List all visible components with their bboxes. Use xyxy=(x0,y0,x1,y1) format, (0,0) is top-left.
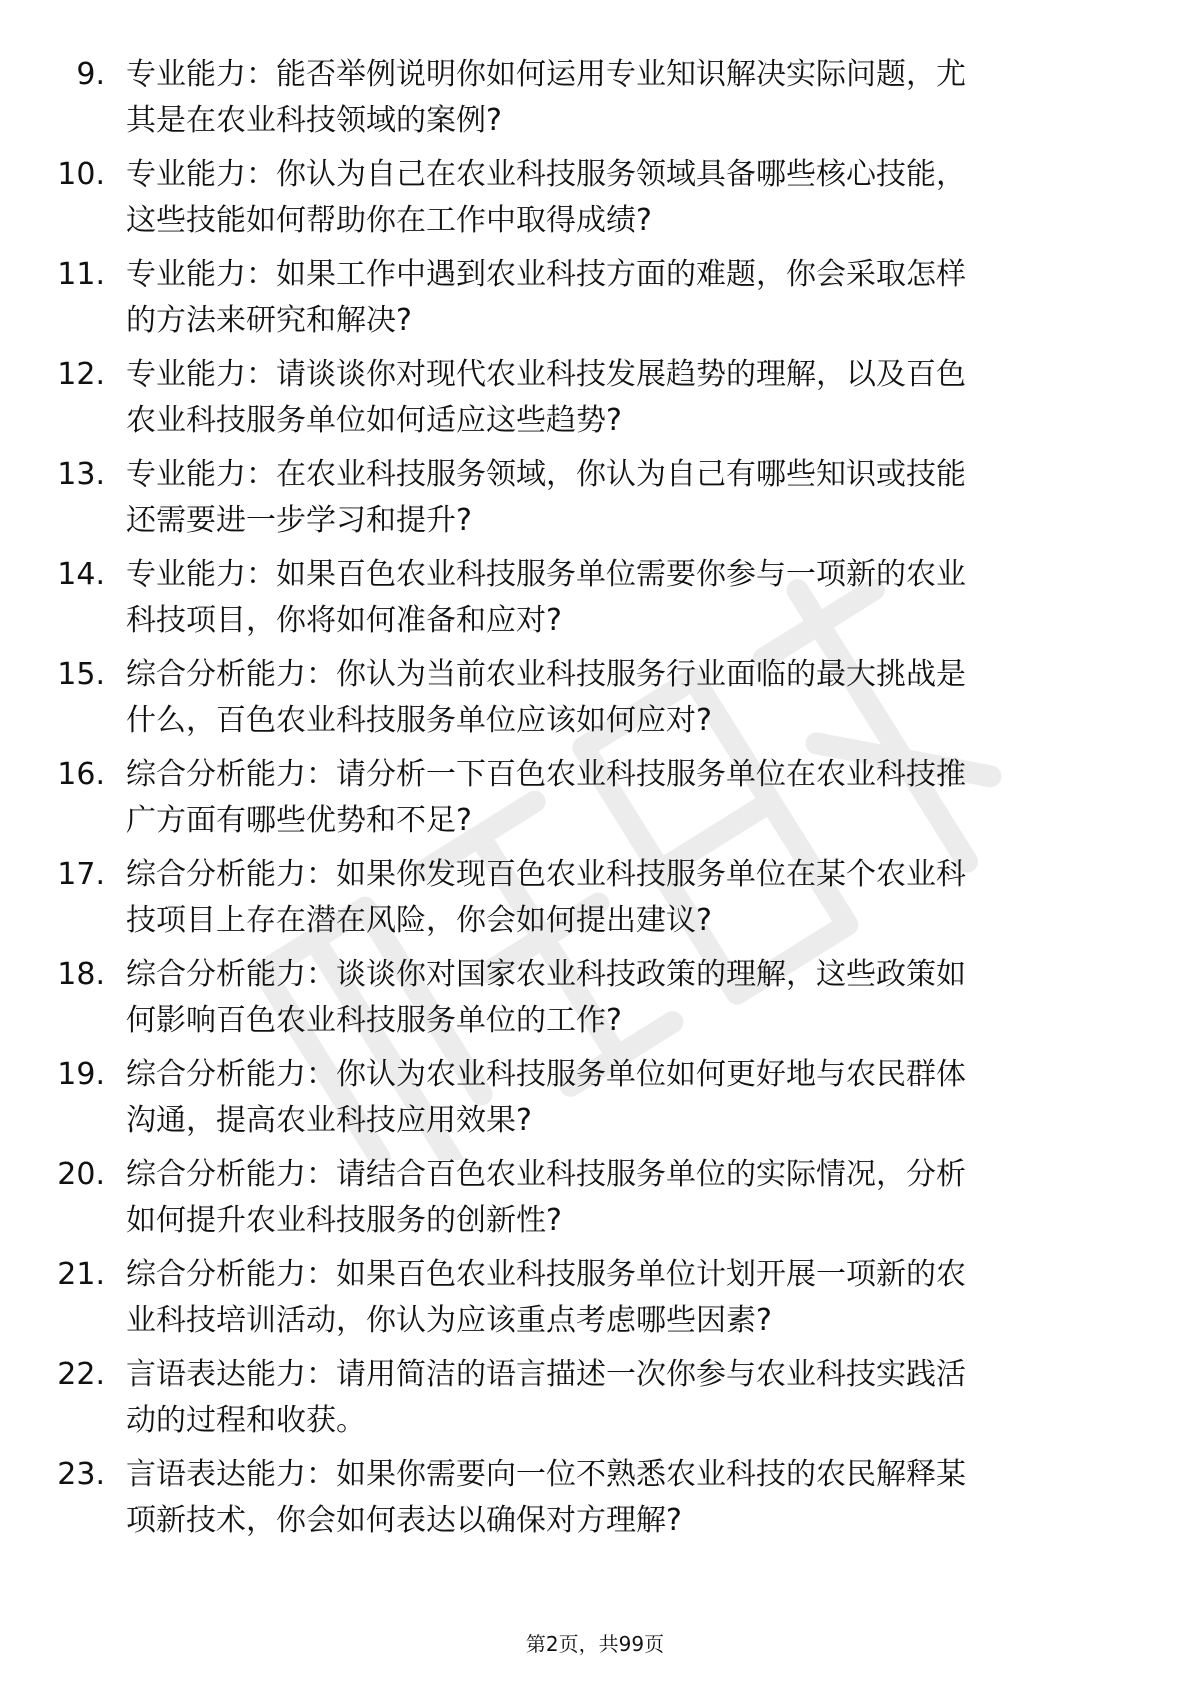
question-line: 沟通，提高农业科技应用效果? xyxy=(126,1103,532,1138)
question-text xyxy=(126,1052,1106,1144)
question-line: 的方法来研究和解决? xyxy=(126,303,412,338)
list-item xyxy=(0,552,1190,652)
question-number: 20. xyxy=(57,1157,105,1192)
question-line: 专业能力：如果百色农业科技服务单位需要你参与一项新的农业 xyxy=(126,557,966,592)
question-text xyxy=(126,1452,1106,1544)
question-line: 综合分析能力：如果百色农业科技服务单位计划开展一项新的农 xyxy=(126,1257,966,1292)
question-number: 15. xyxy=(57,657,105,692)
question-text xyxy=(126,152,1106,244)
question-number: 19. xyxy=(57,1057,105,1092)
question-number: 22. xyxy=(57,1357,105,1392)
question-line: 综合分析能力：如果你发现百色农业科技服务单位在某个农业科 xyxy=(126,857,966,892)
question-text xyxy=(126,1352,1106,1444)
list-item xyxy=(0,752,1190,852)
question-number: 16. xyxy=(57,757,105,792)
list-item xyxy=(0,152,1190,252)
list-item xyxy=(0,1252,1190,1352)
question-line: 综合分析能力：你认为当前农业科技服务行业面临的最大挑战是 xyxy=(126,657,966,692)
question-text xyxy=(126,652,1106,744)
question-text xyxy=(126,1252,1106,1344)
question-text xyxy=(126,252,1106,344)
list-item xyxy=(0,1352,1190,1452)
question-line: 还需要进一步学习和提升? xyxy=(126,503,472,538)
question-line: 广方面有哪些优势和不足? xyxy=(126,803,472,838)
question-text xyxy=(126,552,1106,644)
question-number: 23. xyxy=(57,1457,105,1492)
question-line: 专业能力：你认为自己在农业科技服务领域具备哪些核心技能， xyxy=(126,157,966,192)
page-number: 第2页，共99页 xyxy=(525,1632,665,1656)
question-line: 专业能力：在农业科技服务领域，你认为自己有哪些知识或技能 xyxy=(126,457,966,492)
question-number: 21. xyxy=(57,1257,105,1292)
question-line: 农业科技服务单位如何适应这些趋势? xyxy=(126,403,622,438)
list-item xyxy=(0,352,1190,452)
question-line: 言语表达能力：请用简洁的语言描述一次你参与农业科技实践活 xyxy=(126,1357,966,1392)
question-line: 综合分析能力：你认为农业科技服务单位如何更好地与农民群体 xyxy=(126,1057,966,1092)
question-number: 13. xyxy=(57,457,105,492)
question-line: 如何提升农业科技服务的创新性? xyxy=(126,1203,562,1238)
question-list xyxy=(0,52,1190,1552)
question-number: 9. xyxy=(76,57,105,92)
question-line: 何影响百色农业科技服务单位的工作? xyxy=(126,1003,622,1038)
question-line: 动的过程和收获。 xyxy=(126,1403,366,1438)
question-text xyxy=(126,352,1106,444)
question-text xyxy=(126,1152,1106,1244)
question-text xyxy=(126,452,1106,544)
question-line: 科技项目，你将如何准备和应对? xyxy=(126,603,562,638)
question-number: 12. xyxy=(57,357,105,392)
question-number: 17. xyxy=(57,857,105,892)
question-text xyxy=(126,752,1106,844)
list-item xyxy=(0,652,1190,752)
question-line: 综合分析能力：谈谈你对国家农业科技政策的理解，这些政策如 xyxy=(126,957,966,992)
list-item xyxy=(0,952,1190,1052)
list-item xyxy=(0,1052,1190,1152)
question-text xyxy=(126,52,1106,144)
question-number: 10. xyxy=(57,157,105,192)
question-line: 专业能力：请谈谈你对现代农业科技发展趋势的理解，以及百色 xyxy=(126,357,966,392)
question-line: 专业能力：能否举例说明你如何运用专业知识解决实际问题，尤 xyxy=(126,57,966,92)
question-number: 11. xyxy=(57,257,105,292)
question-line: 综合分析能力：请分析一下百色农业科技服务单位在农业科技推 xyxy=(126,757,966,792)
question-line: 其是在农业科技领域的案例? xyxy=(126,103,502,138)
list-item xyxy=(0,252,1190,352)
question-line: 项新技术，你会如何表达以确保对方理解? xyxy=(126,1503,682,1538)
question-line: 专业能力：如果工作中遇到农业科技方面的难题，你会采取怎样 xyxy=(126,257,966,292)
question-line: 什么，百色农业科技服务单位应该如何应对? xyxy=(126,703,712,738)
list-item xyxy=(0,1452,1190,1552)
question-number: 14. xyxy=(57,557,105,592)
question-number: 18. xyxy=(57,957,105,992)
question-text xyxy=(126,952,1106,1044)
question-line: 业科技培训活动，你认为应该重点考虑哪些因素? xyxy=(126,1303,772,1338)
list-item xyxy=(0,852,1190,952)
question-text xyxy=(126,852,1106,944)
list-item xyxy=(0,1152,1190,1252)
list-item xyxy=(0,452,1190,552)
question-line: 综合分析能力：请结合百色农业科技服务单位的实际情况，分析 xyxy=(126,1157,966,1192)
question-line: 言语表达能力：如果你需要向一位不熟悉农业科技的农民解释某 xyxy=(126,1457,966,1492)
question-line: 这些技能如何帮助你在工作中取得成绩? xyxy=(126,203,652,238)
question-line: 技项目上存在潜在风险，你会如何提出建议? xyxy=(126,903,712,938)
list-item xyxy=(0,52,1190,152)
